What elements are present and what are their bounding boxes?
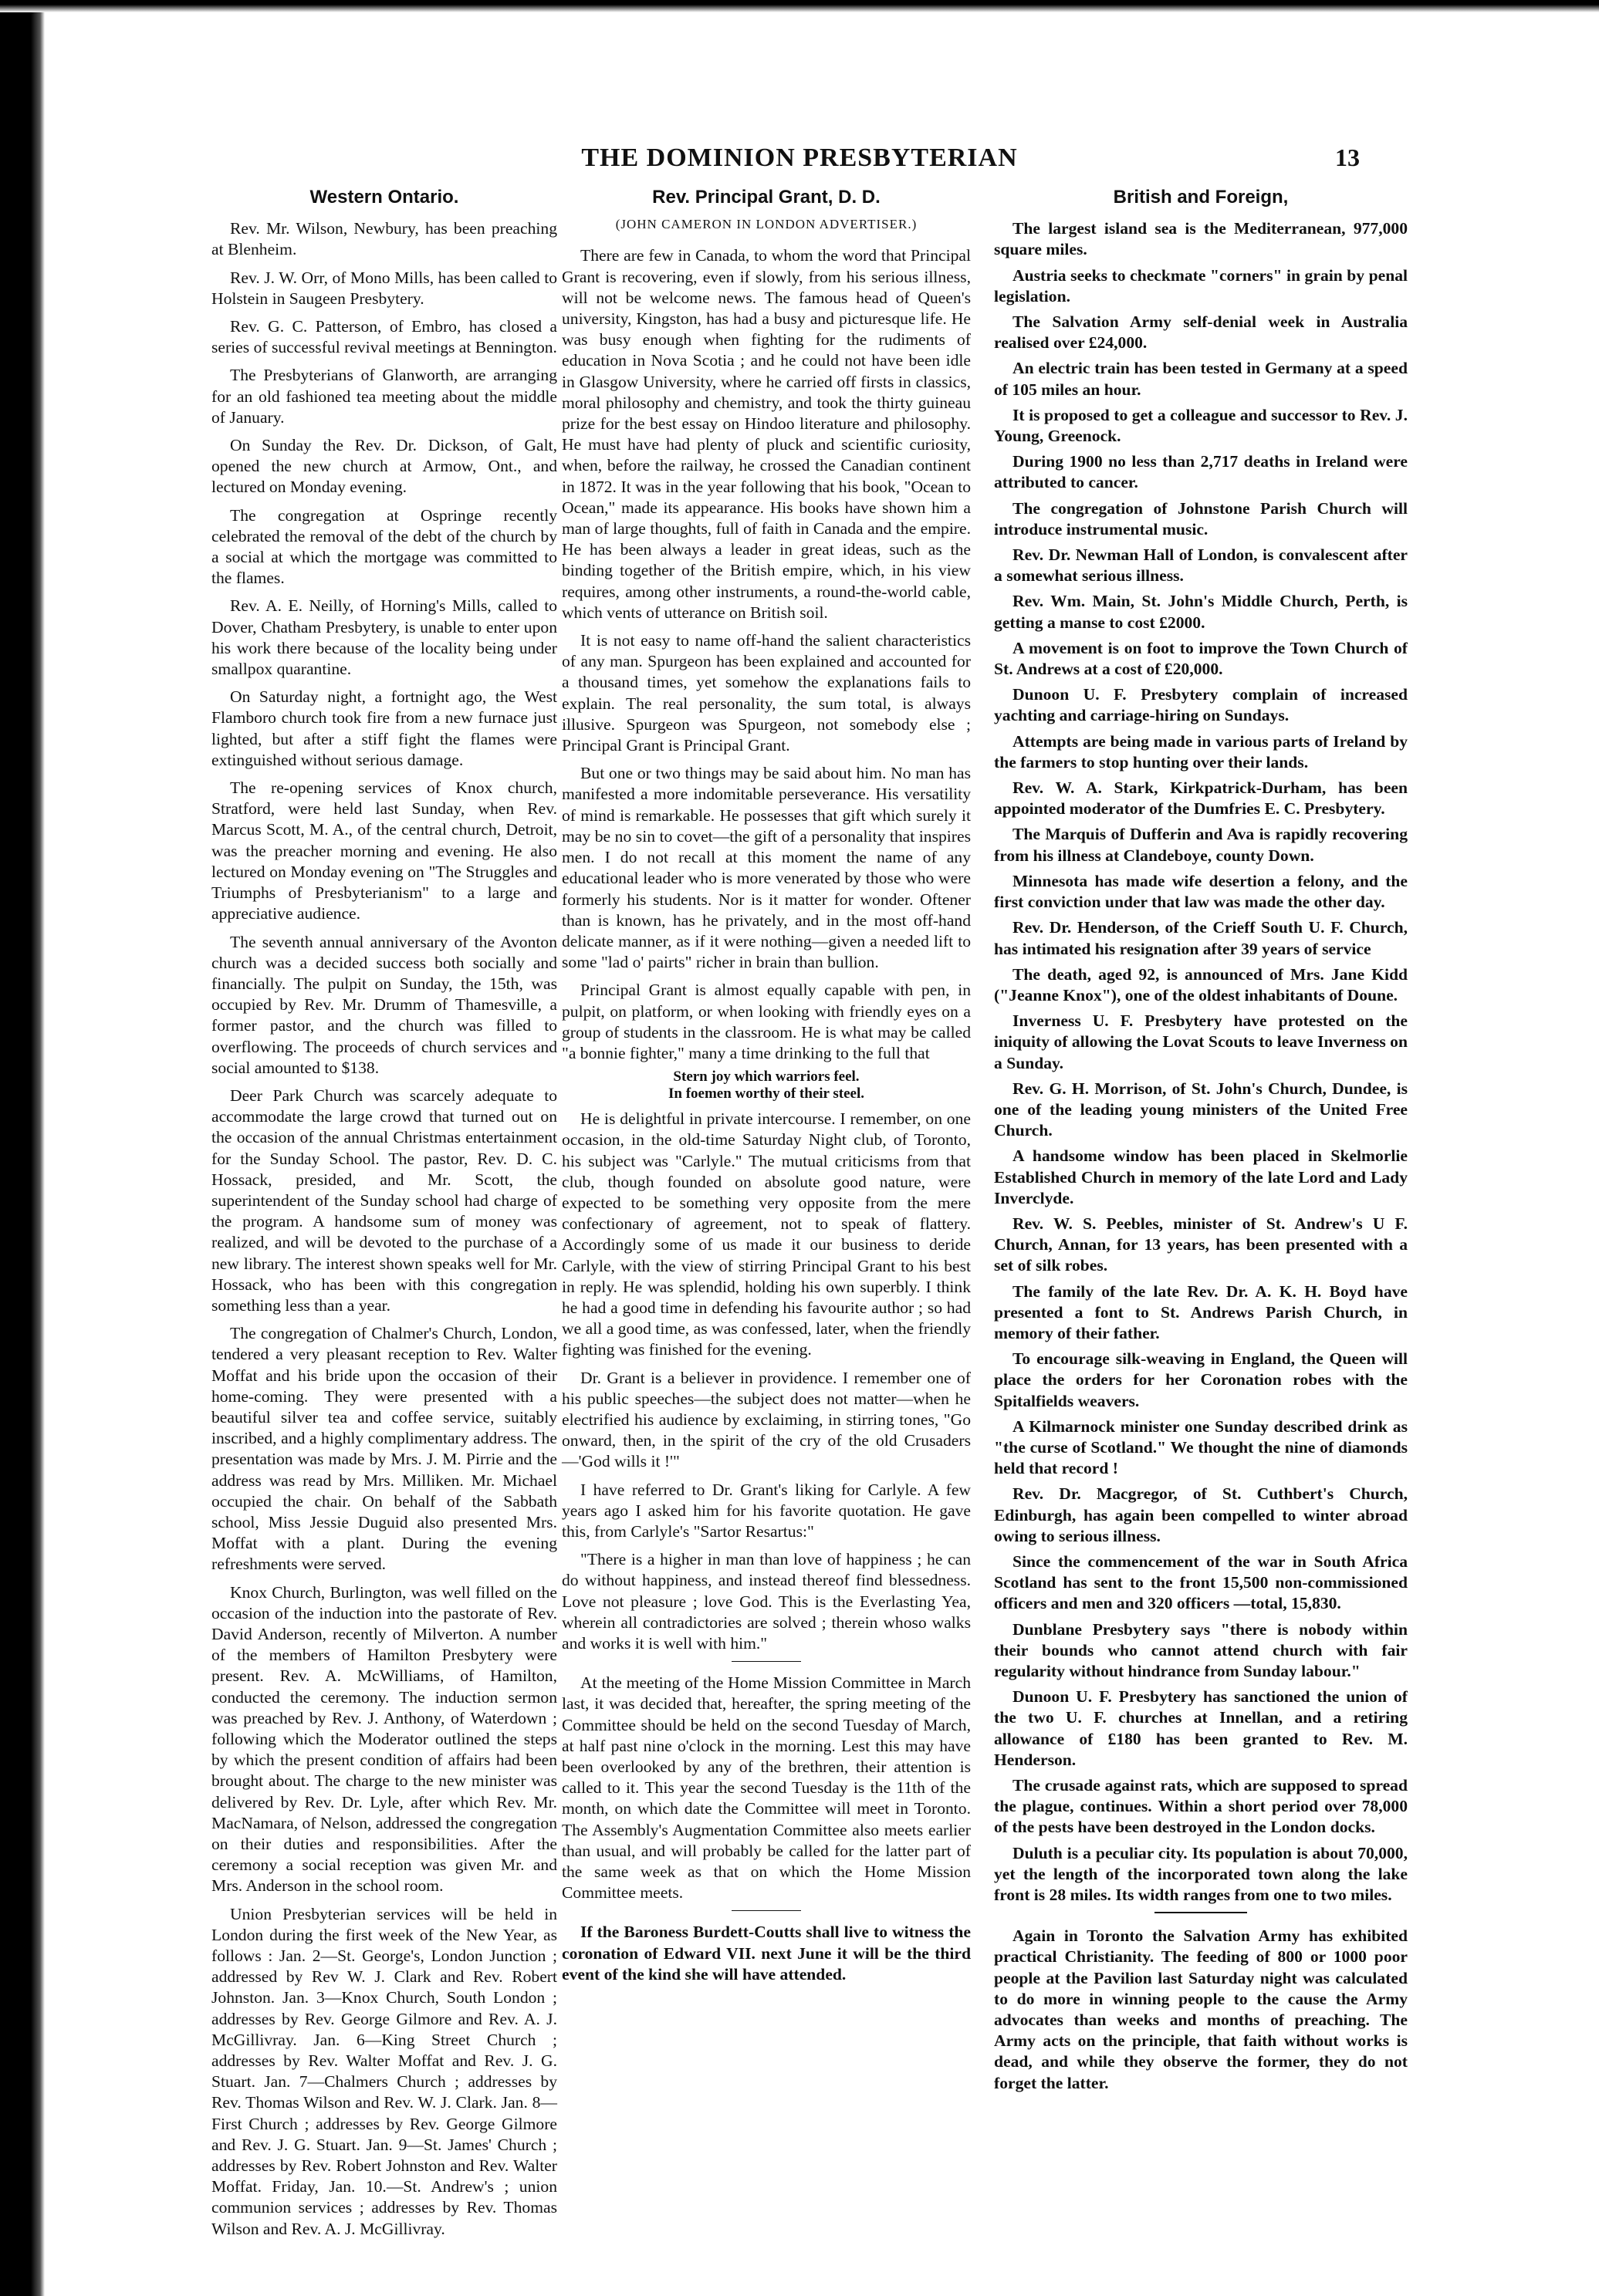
- news-item: The Salvation Army self-denial week in Australia realised over £24,000.: [994, 312, 1408, 353]
- article-paragraph: It is not easy to name off-hand the salient characteristics of any man. Spurgeon has been explained and accounted for a thousand times, yet somehow the explanations fails to explain. The real personality, the sum total, is always illusive. Spurgeon was Spurgeon, not somebody else ; Principal Grant is Principal Grant.: [562, 631, 971, 755]
- article-paragraph: Again in Toronto the Salvation Army has exhibited practical Christianity. The feeding of 800 or 1000 poor people at the Pavilion last Saturday night was calculated to do more in winning people to the cause the Army advocates than weeks and months of preaching. The Army acts on the principle, that faith without works is dead, and while they observe the former, they do not forget the latter.: [994, 1926, 1408, 2092]
- quoted-verse: [562, 1069, 971, 1102]
- section-title: Rev. Principal Grant, D. D.: [652, 187, 881, 208]
- verse-line: Stern joy which warriors feel.: [673, 1069, 860, 1086]
- article-paragraph: Knox Church, Burlington, was well filled on the occasion of the induction into the pastorate of Rev. David Anderson, recently of Milverton. A number of the members of Hamilton Presbytery were present. Rev. A. McWilliams, of Hamilton, conducted the ceremony. The induction sermon was preached by Rev. J. Anthony, of Waterdown ; following which the Moderator outlined the steps by which the present condition of affairs had been brought about. The charge to the new minister was delivered by Rev. Dr. Lyle, after which Rev. Mr. MacNamara, of Nelson, addressed the congregation on their duties and responsibilities. After the ceremony a social reception was given Mr. and Mrs. Anderson in the school room.: [211, 1582, 557, 1896]
- news-item: During 1900 no less than 2,717 deaths in Ireland were attributed to cancer.: [994, 452, 1408, 492]
- article-paragraph: He is delightful in private intercourse. I remember, on one occasion, in the old-time Saturday Night club, of Toronto, his subject was "Carlyle." The mutual criticisms from that club, though founded on absolute good nature, were expected to be something very opposite from the mere confectionary of agreement, not to speak of flattery. Accordingly some of us made it our business to deride Carlyle, with the view of stirring Principal Grant to his best in reply. He was splendid, holding his own superbly. I think he had a good time in defending his favourite author ; so had we all a good time, as was confessed, later, when the friendly fighting was finished for the evening.: [562, 1109, 971, 1359]
- article-paragraph: Rev. A. E. Neilly, of Horning's Mills, called to Dover, Chatham Presbytery, is unable to enter upon his work there because of the locality being under smallpox quarantine.: [211, 596, 557, 679]
- news-item: Rev. Dr. Macgregor, of St. Cuthbert's Church, Edinburgh, has again been compelled to winter abroad owing to serious illness.: [994, 1484, 1408, 1545]
- news-item: It is proposed to get a colleague and successor to Rev. J. Young, Greenock.: [994, 405, 1408, 446]
- section-divider: [732, 1661, 801, 1662]
- newspaper-title: THE DOMINION PRESBYTERIAN: [581, 144, 1018, 172]
- article-paragraph: Dr. Grant is a believer in providence. I remember one of his public speeches—the subject does not matter—when he electrified his audience by exclaiming, in stirring tones, "Go onward, then, in the spirit of the cry of the old Crusaders—'God wills it !'": [562, 1368, 971, 1471]
- news-item: Rev. G. H. Morrison, of St. John's Church, Dundee, is one of the leading young ministers of the United Free Church.: [994, 1079, 1408, 1140]
- article-paragraph: On Sunday the Rev. Dr. Dickson, of Galt, opened the new church at Armow, Ont., and lectured on Monday evening.: [211, 436, 557, 497]
- article-quote: "There is a higher in man than love of happiness ; he can do without happiness, and instead thereof find blessedness. Love not pleasure ; love God. This is the Everlasting Yea, wherein all contradictories are solved ; therein whoso walks and works it is well with him.": [562, 1550, 971, 1653]
- article-paragraph: Union Presbyterian services will be held in London during the first week of the New Year, as follows : Jan. 2—St. George's, London Junction ; addressed by Rev W. J. Clark and Rev. Robert Johnston. Jan. 3—Knox Church, South London ; addresses by Rev. George Gilmore and Rev. A. J. McGillivray. Jan. 6—King Street Church ; addresses by Rev. Walter Moffat and Rev. J. G. Stuart. Jan. 7—Chalmers Church ; addresses by Rev. Thomas Wilson and Rev. W. J. Clark. Jan. 8—First Church ; addresses by Rev. George Gilmore and Rev. J. G. Stuart. Jan. 9—St. James' Church ; addresses by Rev. Robert Johnston and Rev. Walter Moffat. Friday, Jan. 10.—St. Andrew's ; union communion services ; addresses by Rev. Thomas Wilson and Rev. A. J. McGillivray.: [211, 1904, 557, 2238]
- article-paragraph: But one or two things may be said about him. No man has manifested a more indomitable perseverance. His versatility of mind is remarkable. He possesses that gift which surely it may be no sin to covet—the gift of a personality that inspires men. I do not recall at this moment the name of any educational leader who is more venerated by those who were formerly his students. Nor is it matter for wonder. Oftener than is known, has he privately, and in the most off-hand delicate manner, as if it were nothing—given a needed lift to some "lad o' pairts" richer in brain than bullion.: [562, 764, 971, 972]
- news-item: The largest island sea is the Mediterranean, 977,000 square miles.: [994, 219, 1408, 259]
- news-item: Minnesota has made wife desertion a felony, and the first conviction under that law was made the other day.: [994, 871, 1408, 912]
- article-paragraph: The re-opening services of Knox church, Stratford, were held last Sunday, when Rev. Marcus Scott, M. A., of the central church, Detroit, was the preacher morning and evening. He also lectured on Monday evening on "The Struggles and Triumphs of Presbyterianism" to a large and appreciative audience.: [211, 778, 557, 923]
- page-header: [0, 144, 1599, 177]
- article-paragraph: Deer Park Church was scarcely adequate to accommodate the large crowd that turned out on the occasion of the annual Christmas entertainment for the Sunday School. The pastor, Rev. D. C. Hossack, presided, and Mr. Scott, the superintendent of the Sunday school had charge of the program. A handsome sum of money was realized, and will be devoted to the purchase of a new library. The interest shown speaks well for Mr. Hossack, who has been with this congregation something less than a year.: [211, 1086, 557, 1315]
- news-item: The congregation of Johnstone Parish Church will introduce instrumental music.: [994, 498, 1408, 539]
- news-item: Since the commencement of the war in South Africa Scotland has sent to the front 15,500 non-commissioned officers and men and 320 officers —total, 15,830.: [994, 1551, 1408, 1613]
- article-paragraph: At the meeting of the Home Mission Committee in March last, it was decided that, hereafter, the spring meeting of the Committee should be held on the second Tuesday of March, at half past nine o'clock in the morning. Lest this may have been overlooked by any of the brethren, their attention is called to it. This year the second Tuesday is the 11th of the month, on which date the Committee will meet in Toronto. The Assembly's Augmentation Committee also meets earlier than usual, and will probably be called for the latter part of the same week as that on which the Home Mission Committee meets.: [562, 1673, 971, 1903]
- article-paragraph: The seventh annual anniversary of the Avonton church was a decided success both socially and financially. The pulpit on Sunday, the 15th, was occupied by Rev. Mr. Drumm of Thamesville, a former pastor, and the church was filled to overflowing. The proceeds of church services and social amounted to $138.: [211, 932, 557, 1077]
- news-item: Inverness U. F. Presbytery have protested on the iniquity of allowing the Lovat Scouts to leave Inverness on a Sunday.: [994, 1011, 1408, 1072]
- article-paragraph: The congregation of Chalmer's Church, London, tendered a very pleasant reception to Rev. Walter Moffat and his bride upon the occasion of their home-coming. They were presented with a beautiful silver tea and coffee service, suitably inscribed, and a highly complimentary address. The presentation was made by Mrs. J. M. Pirrie and the address was read by Mrs. Milliken. Mr. Michael occupied the chair. On behalf of the Sabbath school, Miss Jessie Duguid also presented Mrs. Moffat with a plant. During the evening refreshments were served.: [211, 1324, 557, 1574]
- news-item: Rev. Dr. Henderson, of the Crieff South U. F. Church, has intimated his resignation after 39 years of service: [994, 918, 1408, 958]
- article-paragraph: The Presbyterians of Glanworth, are arranging for an old fashioned tea meeting about the middle of January.: [211, 366, 557, 427]
- news-item: Rev. W. S. Peebles, minister of St. Andrew's U F. Church, Annan, for 13 years, has been presented with a set of silk robes.: [994, 1214, 1408, 1275]
- news-item: Rev. W. A. Stark, Kirkpatrick-Durham, has been appointed moderator of the Dumfries E. C. Presbytery.: [994, 778, 1408, 819]
- news-item: Rev. Dr. Newman Hall of London, is convalescent after a somewhat serious illness.: [994, 545, 1408, 586]
- column-british-and-foreign: [994, 187, 1408, 2101]
- article-paragraph: Rev. J. W. Orr, of Mono Mills, has been called to Holstein in Saugeen Presbytery.: [211, 268, 557, 308]
- news-item: An electric train has been tested in Germany at a speed of 105 miles an hour.: [994, 359, 1408, 399]
- news-item: A movement is on foot to improve the Town Church of St. Andrews at a cost of £20,000.: [994, 638, 1408, 679]
- news-item: To encourage silk-weaving in England, the Queen will place the orders for her Coronation robes with the Spitalfields weavers.: [994, 1349, 1408, 1410]
- news-item: The death, aged 92, is announced of Mrs. Jane Kidd ("Jeanne Knox"), one of the oldest inhabitants of Doune.: [994, 964, 1408, 1004]
- column-principal-grant: [562, 187, 971, 1992]
- article-paragraph: On Saturday night, a fortnight ago, the West Flamboro church took fire from a new furnace just lighted, but after a stiff fight the flames were extinguished without serious damage.: [211, 687, 557, 769]
- news-item: Austria seeks to checkmate "corners" in grain by penal legislation.: [994, 265, 1408, 306]
- news-item: Duluth is a peculiar city. Its population is about 70,000, yet the length of the incorporated town along the lake front is 28 miles. Its width ranges from one to two miles.: [994, 1843, 1408, 1905]
- verse-line: In foemen worthy of their steel.: [668, 1086, 864, 1102]
- news-item: Rev. Wm. Main, St. John's Middle Church, Perth, is getting a manse to cost £2000.: [994, 592, 1408, 632]
- news-item: A Kilmarnock minister one Sunday described drink as "the curse of Scotland." We thought the nine of diamonds held that record !: [994, 1416, 1408, 1478]
- news-item: Dunoon U. F. Presbytery has sanctioned the union of the two U. F. churches at Innellan, and a retiring allowance of £180 has been granted to Rev. M. Henderson.: [994, 1687, 1408, 1769]
- news-item: The family of the late Rev. Dr. A. K. H. Boyd have presented a font to St. Andrews Parish Church, in memory of their father.: [994, 1281, 1408, 1342]
- news-item: A handsome window has been placed in Skelmorlie Established Church in memory of the late Lord and Lady Inverclyde.: [994, 1146, 1408, 1207]
- article-byline: (JOHN CAMERON IN LONDON ADVERTISER.): [615, 217, 918, 232]
- section-title: Western Ontario.: [309, 187, 459, 208]
- section-divider: [732, 1910, 801, 1911]
- news-item: Dunoon U. F. Presbytery complain of increased yachting and carriage-hiring on Sundays.: [994, 685, 1408, 725]
- article-paragraph: Rev. G. C. Patterson, of Embro, has closed a series of successful revival meetings at Bennington.: [211, 317, 557, 357]
- article-paragraph: Principal Grant is almost equally capable with pen, in pulpit, on platform, or when looking with friendly eyes on a group of students in the classroom. He is what may be called "a bonnie fighter," many a time drinking to the full that: [562, 981, 971, 1062]
- scan-top-border: [0, 0, 1599, 12]
- column-western-ontario: [211, 187, 557, 2247]
- news-item: The Marquis of Dufferin and Ava is rapidly recovering from his illness at Clandeboye, county Down.: [994, 825, 1408, 865]
- article-paragraph: There are few in Canada, to whom the word that Principal Grant is recovering, even if slowly, from his serious illness, will not be welcome news. The famous head of Queen's university, Kingston, has had a busy and picturesque life. He was busy enough when fighting for the rudiments of education in Nova Scotia ; and he could not have been idle in Glasgow University, where he carried off firsts in classics, moral philosophy and chemistry, and took the thirty guineau prize for the best essay on Hindoo literature and philosophy. He must have had plenty of pluck and scientific curiosity, when, before the railway, he crossed the Canadian continent in 1872. It was in the year following that his book, "Ocean to Ocean," made its appearance. His books have shown him a man of large thoughts, full of faith in Canada and the empire. He has been always a leader in great ideas, such as the binding together of the British empire, which, in his view requires, among other instruments, a round-the-world cable, which vents of utterance on British soil.: [562, 246, 971, 622]
- page-number: 13: [1335, 144, 1360, 171]
- news-item: Attempts are being made in various parts of Ireland by the farmers to stop hunting over their lands.: [994, 731, 1408, 772]
- news-item: Dunblane Presbytery says "there is nobody within their bounds who cannot attend church with fair regularity without hindrance from Sunday labour.": [994, 1619, 1408, 1680]
- section-title: British and Foreign,: [1113, 187, 1289, 208]
- section-divider: [1154, 1912, 1247, 1913]
- article-paragraph: Rev. Mr. Wilson, Newbury, has been preaching at Blenheim.: [211, 219, 557, 259]
- article-paragraph: If the Baroness Burdett-Coutts shall live to witness the coronation of Edward VII. next June it will be the third event of the kind she will have attended.: [562, 1923, 971, 1984]
- scan-left-border: [0, 0, 45, 2296]
- news-item: The crusade against rats, which are supposed to spread the plague, continues. Within a short period over 78,000 of the pests have been destroyed in the London docks.: [994, 1776, 1408, 1837]
- article-paragraph: I have referred to Dr. Grant's liking for Carlyle. A few years ago I asked him for his favorite quotation. He gave this, from Carlyle's "Sartor Resartus:": [562, 1480, 971, 1541]
- article-paragraph: The congregation at Ospringe recently celebrated the removal of the debt of the church by a social at which the mortgage was committed to the flames.: [211, 505, 557, 588]
